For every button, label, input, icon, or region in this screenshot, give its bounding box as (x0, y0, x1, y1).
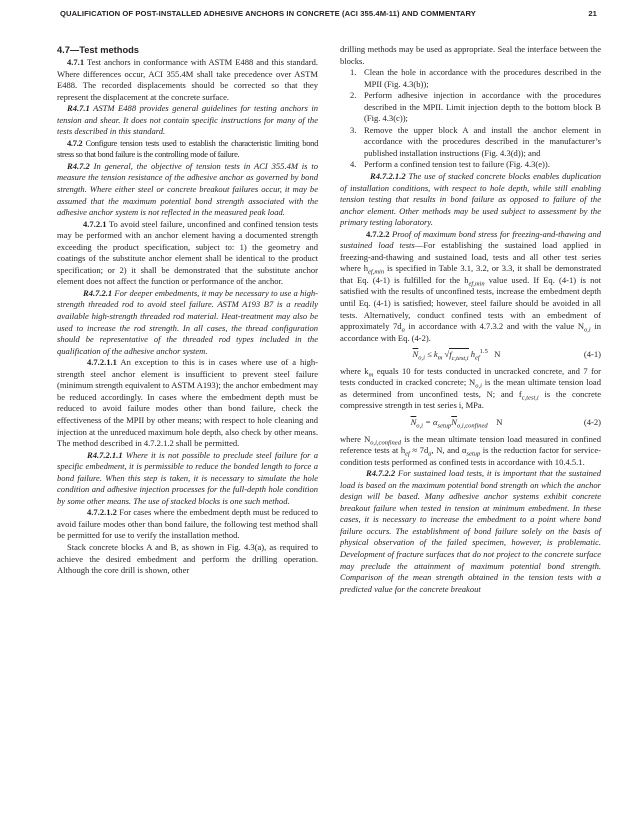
paragraph-4-7-1 (57, 57, 318, 103)
subscript: o,i (418, 354, 425, 362)
subscript: a (401, 326, 405, 334)
sqrt-radicand (449, 348, 468, 360)
eq-symbol: $\overline{N}$ (412, 349, 419, 360)
step-number: 2. (350, 90, 357, 101)
paragraph-text: equals 10 for tests conducted in uncracked concrete, and 7 for tests conducted in cracked concrete; N (340, 365, 601, 388)
list-item (340, 125, 601, 160)
subscript: m (437, 354, 443, 362)
clause-text: An exception to this is in cases where use of a high-strength steel anchor element is insufficient to prevent steel failure (minimum strength equivalent to ASTM A193); the anchor embedment may be reduced accordingly. In cases where the embedment depth must be reduced to avoid failure modes other than bond failure, check the effectiveness of the MPII by other means; with respect to hole cleaning and injection at the unreduced maximum hole depth, also check by other means. The method described in 4.7.2.1.2 shall be permitted. (57, 357, 318, 449)
clause-number: 4.7.2.1.2 (87, 507, 117, 518)
running-header (60, 9, 597, 18)
paragraph-text: where N (340, 433, 371, 444)
eq-operator: ≤ k (424, 349, 438, 360)
paragraph-4-7-2 (57, 138, 318, 161)
superscript: 1.5 (479, 348, 488, 356)
paragraph-4-7-2-1-2 (57, 507, 318, 542)
commentary-text: Where it is not possible to preclude steel failure for a specific embedment, it is permissible to reduce the bonded length to force a bond failure. When this step is taken, it is necessary to simulate the hole condition and adhesive injection processes for the full-depth hole condition by some other means. The use of stacked blocks is one such method. (57, 449, 318, 506)
clause-text: in accordance with Eq. (4-2). (340, 321, 601, 343)
paragraph-text: ≈ 7d (409, 445, 429, 456)
subscript: o,i,confined (370, 439, 401, 447)
step-number: 1. (350, 67, 357, 78)
clause-title: Proof of maximum bond stress for freezing-and-thawing and sustained load tests (340, 228, 601, 251)
subscript: setup (466, 450, 481, 458)
commentary-number: R4.7.2.1.2 (370, 171, 406, 182)
procedure-steps-list (340, 67, 601, 171)
clause-text: To avoid steel failure, unconfined and confined tension tests may be performed with an anchor element having a documented strength exceeding the product specification, subject to: 1) the geometry and coatings of the substitute anchor element shall be identical to the product specification; or 2) it shall be demonstrated that the substitute anchor element does not affect the function or performance of the anchor. (57, 218, 319, 287)
commentary-R4-7-2 (57, 161, 318, 219)
clause-text: For cases where the embedment depth must be reduced to avoid failure modes other than bond failure, the following test method shall be permitted for use to verify the installation method. (57, 507, 318, 541)
commentary-R4-7-1 (57, 103, 318, 138)
equation-4-2 (340, 417, 601, 429)
subscript: o,i (416, 422, 423, 430)
equation-body (340, 417, 573, 429)
paragraph-text: is the concrete compressive strength in test series i, MPa. (340, 388, 601, 411)
eq-unit: N (496, 416, 503, 427)
paragraph-where-4-1 (340, 366, 601, 412)
step-text: Perform adhesive injection in accordance with the procedures described in the MPII. Limit injection depth to the bottom block B (Fig. 4.3(c)); (364, 90, 601, 124)
subscript: ef (475, 354, 480, 362)
commentary-text: The use of stacked concrete blocks enables duplication of installation conditions, with respect to hole depth, while still enabling tension testing that results in bond failure as opposed to failure of the anchor element. Other methods may be used subject to assessment by the primary testing laboratory. (340, 171, 601, 228)
clause-number: 4.7.2.1 (83, 218, 107, 229)
eq-symbol: $\overline{N}$ (451, 416, 457, 427)
commentary-text: In general, the objective of tension tests in ACI 355.4M is to measure the tension resistance of the adhesive anchor as governed by bond strength. Where either steel or concrete breakout failures occur, it may be assumed that the maximum potential bond strength associated with the adhesive anchor system is not reflected in the measured peak load. (57, 160, 318, 218)
left-column (57, 44, 318, 577)
list-item (340, 159, 601, 171)
subscript: c,test,i (521, 394, 539, 402)
subscript: m (368, 371, 374, 379)
commentary-text: For deeper embedments, it may be necessary to use a high-strength threaded rod to avoid steel failure. ASTM A193 B7 is a readily available high-strength threaded rod material. Heat-treatment may also be used to increase the rod strength. In all cases, the thread configuration should be representative of the threaded rod types included in the qualification of the adhesive anchor system. (57, 287, 318, 356)
eq-symbol: h (470, 349, 476, 360)
paragraph-text: drilling methods may be used as appropriate. Seal the interface between the blocks. (340, 44, 601, 66)
paragraph-4-7-2-1-1 (57, 357, 318, 449)
subscript: c,test,i (451, 354, 469, 362)
running-title: QUALIFICATION OF POST-INSTALLED ADHESIVE ANCHORS IN CONCRETE (ACI 355.4M-11) AND COMMENTARY (60, 9, 476, 18)
commentary-number: R4.7.2.2 (366, 468, 396, 479)
equation-number: (4-1) (583, 349, 601, 360)
paragraph-where-4-2 (340, 434, 601, 469)
clause-text: —For establishing the sustained load applied in freezing-and-thawing and sustained load, tests and all other test series where h (340, 240, 602, 274)
commentary-text: For sustained load tests, it is important that the sustained load is based on the maximum potential bond strength on which the anchor design will be based. Many adhesive anchor systems exhibit concrete breakout failure when tested in tension at minimum embedment. In these cases, it is necessary to increase the embedment to a point where bond failure occurs. The establishment of bond failure solely on the basis of physical observation of the failed specimen, however, is problematic. Development of fracture surfaces that do not project to the concrete surface may preclude the attainment of maximum potential bond strength. Comparison of the mean strength obtained in the tension tests with a predicted value for the concrete breakout (340, 468, 601, 594)
paragraph-4-7-2-2 (340, 229, 601, 344)
commentary-R4-7-2-1-1 (57, 450, 318, 508)
clause-text: is specified in Table 3.1, 3.2, or 3.3, it shall be demonstrated that Eq. (4-1) is fulfilled for the h (340, 263, 601, 285)
clause-number: 4.7.2.1.1 (87, 357, 117, 368)
paragraph-continuation (340, 44, 601, 67)
step-number: 3. (350, 124, 357, 135)
paragraph-stacked-blocks (57, 542, 318, 577)
clause-number: 4.7.2.2 (366, 228, 390, 239)
subscript: o,i (584, 326, 591, 334)
commentary-R4-7-2-1-2 (340, 171, 601, 229)
sqrt-icon: √ (444, 349, 450, 360)
equation-body (340, 349, 573, 361)
equation-number: (4-2) (583, 416, 601, 427)
subscript: ef (405, 450, 410, 458)
commentary-number: R4.7.2.1.1 (87, 449, 123, 460)
list-item (340, 90, 601, 125)
paragraph-4-7-2-1 (57, 219, 318, 288)
clause-text: value used. If Eq. (4-1) is not satisfied with the results of unconfined tests, increase the embedment depth until Eq. (4-1) is satisfied; however, steel failure should be avoided in all tests. Alternatively, conduct confined tests with an embedment of approximately 7d (340, 274, 601, 332)
paragraph-text: is the mean ultimate tension load as determined from unconfined tests, N; and f (340, 377, 601, 399)
commentary-text: ASTM E488 provides general guidelines for testing anchors in tension and shear. It does not contain specific instructions for many of the tests described in this standard. (57, 103, 319, 137)
eq-unit: N (494, 349, 501, 360)
list-item (340, 67, 601, 90)
right-column (340, 44, 601, 595)
subscript: o,i,confined (456, 422, 488, 430)
commentary-number: R4.7.2.1 (83, 287, 113, 298)
paragraph-text: is the mean ultimate tension load measured in confined reference tests at h (340, 433, 601, 456)
commentary-number: R4.7.1 (67, 103, 90, 114)
subscript: ef,min (468, 280, 485, 288)
paragraph-text: Stack concrete blocks A and B, as shown in Fig. 4.3(a), as required to achieve the desired embedment and perform the drilling operation. Although the core drill is shown, other (57, 541, 318, 576)
eq-symbol: $\overline{N}$ (410, 416, 417, 427)
eq-operator: = α (422, 416, 438, 427)
clause-text: Test anchors in conformance with ASTM E488 and this standard. Where differences occur, ACI 355.4M shall take precedence over ASTM E488. The recorded displacements should be corrected so that they represent the displacement at the concrete surface. (57, 57, 318, 102)
page-number: 21 (588, 9, 597, 18)
clause-text: in accordance with 4.7.3.2 and with the value N (404, 321, 585, 332)
eq-symbol: f (449, 349, 452, 360)
paragraph-text: , N, and α (431, 445, 467, 456)
step-text: Clean the hole in accordance with the procedures described in the MPII (Fig. 4.3(b)); (364, 67, 601, 89)
paragraph-text: where k (340, 365, 369, 376)
clause-number: 4.7.2 (67, 137, 83, 148)
equation-4-1 (340, 349, 601, 361)
commentary-R4-7-2-2 (340, 468, 601, 595)
clause-number: 4.7.1 (67, 57, 85, 67)
subscript: ef,min (368, 269, 385, 277)
paragraph-text: is the reduction factor for service-condition tests performed as confined tests in accordance with 10.4.5.1. (340, 445, 601, 467)
subscript: o,i (475, 383, 482, 391)
step-number: 4. (350, 159, 357, 170)
commentary-R4-7-2-1 (57, 288, 318, 357)
step-text: Perform a confined tension test to failure (Fig. 4.3(e)). (364, 159, 550, 170)
subscript: setup (437, 422, 452, 430)
step-text: Remove the upper block A and install the anchor element in accordance with the procedures described in the manufacturer’s published installation instructions (Fig. 4.3(d)); and (364, 124, 601, 158)
subscript: a (428, 450, 432, 458)
commentary-number: R4.7.2 (67, 160, 90, 171)
section-title: 4.7—Test methods (57, 45, 139, 55)
clause-text: Configure tension tests used to establish the characteristic limiting bond stress so that bond failure is the controlling mode of failure. (57, 137, 318, 160)
